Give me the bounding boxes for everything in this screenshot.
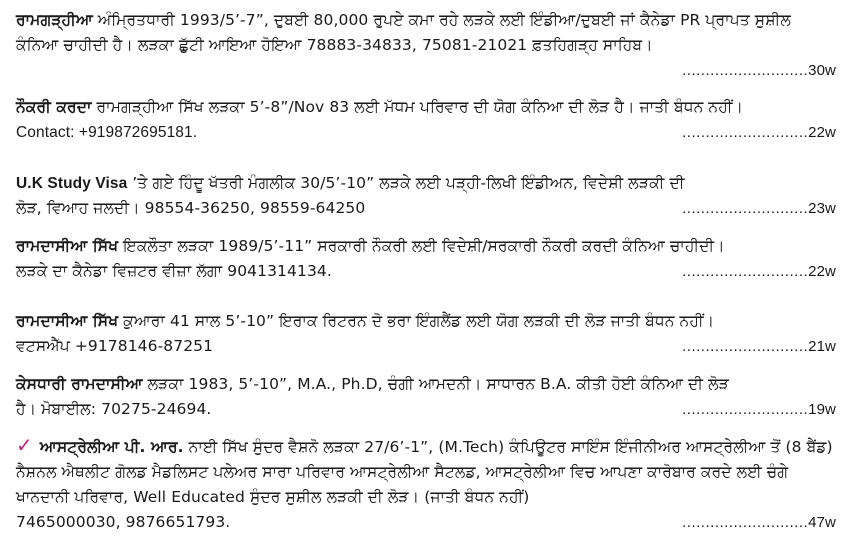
- ad-footer: [16, 259, 836, 284]
- ad-body: ’ਤੇ ਗਏ ਹਿੰਦੂ ਖੱਤਰੀ ਮੰਗਲੀਕ 30/5’-10” ਲੜਕੇ ਲਈ ਪੜ੍ਹੀ-ਲਿਖੀ ਇੰਡੀਅਨ, ਵਿਦੇਸ਼ੀ ਲੜਕੀ ਦੀ: [132, 174, 685, 192]
- ad-text: [16, 95, 836, 120]
- matrimonial-ad: [16, 171, 836, 221]
- ad-lead: ਰਾਮਗੜ੍ਹੀਆ: [16, 11, 93, 29]
- leader-dots: ...........................: [682, 62, 809, 79]
- ad-footer: [16, 58, 836, 83]
- ad-word-count: 30w: [808, 62, 836, 79]
- ad-body: ਰਾਮਗੜ੍ਹੀਆ ਸਿੱਖ ਲੜਕਾ 5’-8”/Nov 83 ਲਈ ਮੱਧਮ ਪਰਿਵਾਰ ਦੀ ਯੋਗ ਕੰਨਿਆ ਦੀ ਲੋੜ ਹੈ। ਜਾਤੀ ਬੰਧਨ ਨਹੀਂ।: [96, 98, 744, 116]
- ad-code: [682, 397, 836, 422]
- ad-code: [682, 120, 836, 145]
- ad-text: [16, 0, 836, 58]
- ad-text: [16, 433, 836, 510]
- ad-footer: [16, 120, 836, 145]
- ad-tail: ਲੜਕੇ ਦਾ ਕੈਨੇਡਾ ਵਿਜ਼ਟਰ ਵੀਜ਼ਾ ਲੱਗਾ 9041314134.: [16, 262, 332, 280]
- ad-footer: [16, 510, 836, 535]
- ad-text: [16, 171, 836, 196]
- ad-code: [682, 58, 836, 83]
- ad-code: [682, 196, 836, 221]
- ad-body: ਲੜਕਾ 1983, 5’-10”, M.A., Ph.D, ਚੰਗੀ ਆਮਦਨੀ। ਸਾਧਾਰਨ B.A. ਕੀਤੀ ਹੋਈ ਕੰਨਿਆ ਦੀ ਲੋੜ: [147, 375, 729, 393]
- leader-dots: ...........................: [682, 263, 809, 280]
- matrimonial-ad: [16, 372, 836, 422]
- ad-footer: [16, 397, 836, 422]
- matrimonial-ad: [16, 95, 836, 145]
- ad-lead: ਨੌਕਰੀ ਕਰਦਾ: [16, 98, 92, 116]
- ad-footer: [16, 334, 836, 359]
- ad-tail: 7465000030, 9876651793.: [16, 513, 231, 531]
- ad-word-count: 23w: [808, 200, 836, 217]
- matrimonial-ad: [16, 0, 836, 83]
- ad-footer: [16, 196, 836, 221]
- ad-code: [682, 510, 836, 535]
- ad-word-count: 19w: [808, 401, 836, 418]
- ad-word-count: 21w: [808, 338, 836, 355]
- leader-dots: ...........................: [682, 338, 809, 355]
- leader-dots: ...........................: [682, 200, 809, 217]
- ad-word-count: 47w: [808, 514, 836, 531]
- ad-text: [16, 309, 836, 334]
- ad-word-count: 22w: [808, 124, 836, 141]
- ad-code: [682, 259, 836, 284]
- ad-body: ਇਕਲੌਤਾ ਲੜਕਾ 1989/5’-11” ਸਰਕਾਰੀ ਨੌਕਰੀ ਲਈ ਵਿਦੇਸ਼ੀ/ਸਰਕਾਰੀ ਨੌਕਰੀ ਕਰਦੀ ਕੰਨਿਆ ਚਾਹੀਦੀ।: [123, 237, 725, 255]
- ad-text: [16, 234, 836, 259]
- leader-dots: ...........................: [682, 401, 809, 418]
- ad-body: ਕੁਆਰਾ 41 ਸਾਲ 5’-10” ਇਰਾਕ ਰਿਟਰਨ ਦੋ ਭਰਾ ਇੰਗਲੈਂਡ ਲਈ ਯੋਗ ਲੜਕੀ ਦੀ ਲੋੜ ਜਾਤੀ ਬੰਧਨ ਨਹੀਂ।: [123, 312, 715, 330]
- matrimonial-ad: [16, 433, 836, 535]
- matrimonial-ad: [16, 309, 836, 359]
- ad-lead: ਆਸਟ੍ਰੇਲੀਆ ਪੀ. ਆਰ.: [39, 438, 184, 456]
- checkmark-icon: ✓: [16, 433, 33, 457]
- ad-lead: ਕੇਸਧਾਰੀ ਰਾਮਦਾਸੀਆ: [16, 375, 143, 393]
- ad-tail: ਲੋੜ, ਵਿਆਹ ਜਲਦੀ। 98554-36250, 98559-64250: [16, 199, 366, 217]
- ad-tail: ਵਟਸਐੱਪ +9178146-87251: [16, 337, 214, 355]
- ad-code: [682, 334, 836, 359]
- matrimonial-ad: [16, 234, 836, 284]
- ad-lead: ਰਾਮਦਾਸੀਆ ਸਿੱਖ: [16, 237, 119, 255]
- ad-body: ਅੰਮ੍ਰਿਤਧਾਰੀ 1993/5’-7”, ਦੁਬਈ 80,000 ਰੁਪਏ ਕਮਾ ਰਹੇ ਲੜਕੇ ਲਈ ਇੰਡੀਆ/ਦੁਬਈ ਜਾਂ ਕੈਨੇਡਾ PR ਪ੍ਰਾਪਤ ਸੁਸ਼ੀਲ ਕੰਨਿਆ ਚਾਹੀਦੀ ਹੈ। ਲੜਕਾ ਛੁੱਟੀ ਆਇਆ ਹੋਇਆ 78883-34833, 75081-21021 ਫ਼ਤਹਿਗੜ੍ਹ ਸਾਹਿਬ।: [16, 11, 791, 54]
- ad-tail: Contact: +919872695181.: [16, 124, 198, 141]
- leader-dots: ...........................: [682, 514, 809, 531]
- leader-dots: ...........................: [682, 124, 809, 141]
- ad-lead: ਰਾਮਦਾਸੀਆ ਸਿੱਖ: [16, 312, 119, 330]
- ad-tail: ਹੈ। ਮੋਬਾਈਲ: 70275-24694.: [16, 400, 212, 418]
- ad-word-count: 22w: [808, 263, 836, 280]
- ad-lead: U.K Study Visa: [16, 175, 128, 192]
- ad-body: ਨਾਈ ਸਿੱਖ ਸੁੰਦਰ ਵੈਸ਼ਨੋ ਲੜਕਾ 27/6’-1”, (M.Tech) ਕੰਪਿਊਟਰ ਸਾਇੰਸ ਇੰਜੀਨੀਅਰ ਆਸਟ੍ਰੇਲੀਆ ਤੋਂ (8 ਬੈਂਡ) ਨੈਸ਼ਨਲ ਐਥਲੀਟ ਗੋਲਡ ਮੈਡਲਿਸਟ ਪਲੇਅਰ ਸਾਰਾ ਪਰਿਵਾਰ ਆਸਟ੍ਰੇਲੀਆ ਸੈਟਲਡ, ਆਸਟ੍ਰੇਲੀਆ ਵਿਚ ਆਪਣਾ ਕਾਰੋਬਾਰ ਕਰਦੇ ਲਈ ਚੰਗੇ ਖਾਨਦਾਨੀ ਪਰਿਵਾਰ, Well Educated ਸੁੰਦਰ ਸੁਸ਼ੀਲ ਲੜਕੀ ਦੀ ਲੋੜ। (ਜਾਤੀ ਬੰਧਨ ਨਹੀਂ): [16, 438, 833, 506]
- ad-text: [16, 372, 836, 397]
